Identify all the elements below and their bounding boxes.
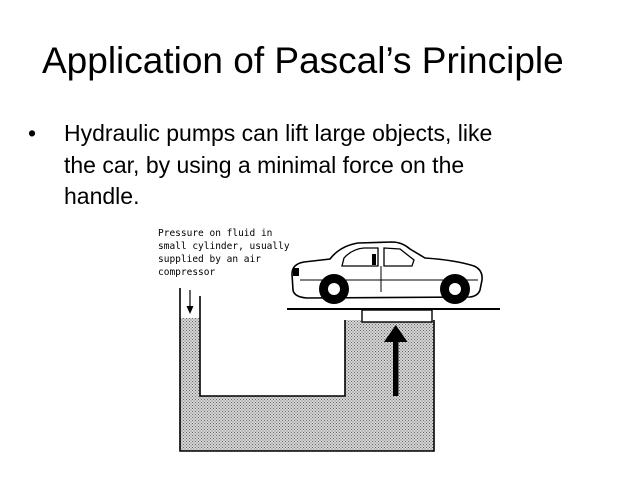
bullet-line: the car, by using a minimal force on the	[64, 151, 465, 178]
bullet-line: handle.	[64, 183, 140, 209]
lift-force-arrow	[393, 338, 399, 396]
car	[292, 242, 482, 304]
slide-title: Application of Pascal’s Principle	[42, 40, 564, 81]
small-force-arrowhead	[187, 306, 194, 314]
lift-piston	[362, 310, 432, 322]
caption-line: Pressure on fluid in	[158, 228, 273, 239]
caption-line: small cylinder, usually	[158, 241, 290, 252]
diagram-caption	[158, 228, 295, 278]
car-taillight	[293, 268, 299, 276]
car-wheel-front-hub	[449, 283, 461, 295]
bullet-line: Hydraulic pumps can lift large objects, like	[64, 120, 493, 146]
car-driver-silhouette	[372, 254, 376, 265]
container-wall-inner	[200, 296, 345, 396]
caption-line: supplied by an air	[158, 254, 261, 265]
caption-line: compressor	[158, 267, 216, 278]
car-wheel-rear-hub	[328, 283, 340, 295]
bullet-mark: •	[28, 120, 37, 146]
